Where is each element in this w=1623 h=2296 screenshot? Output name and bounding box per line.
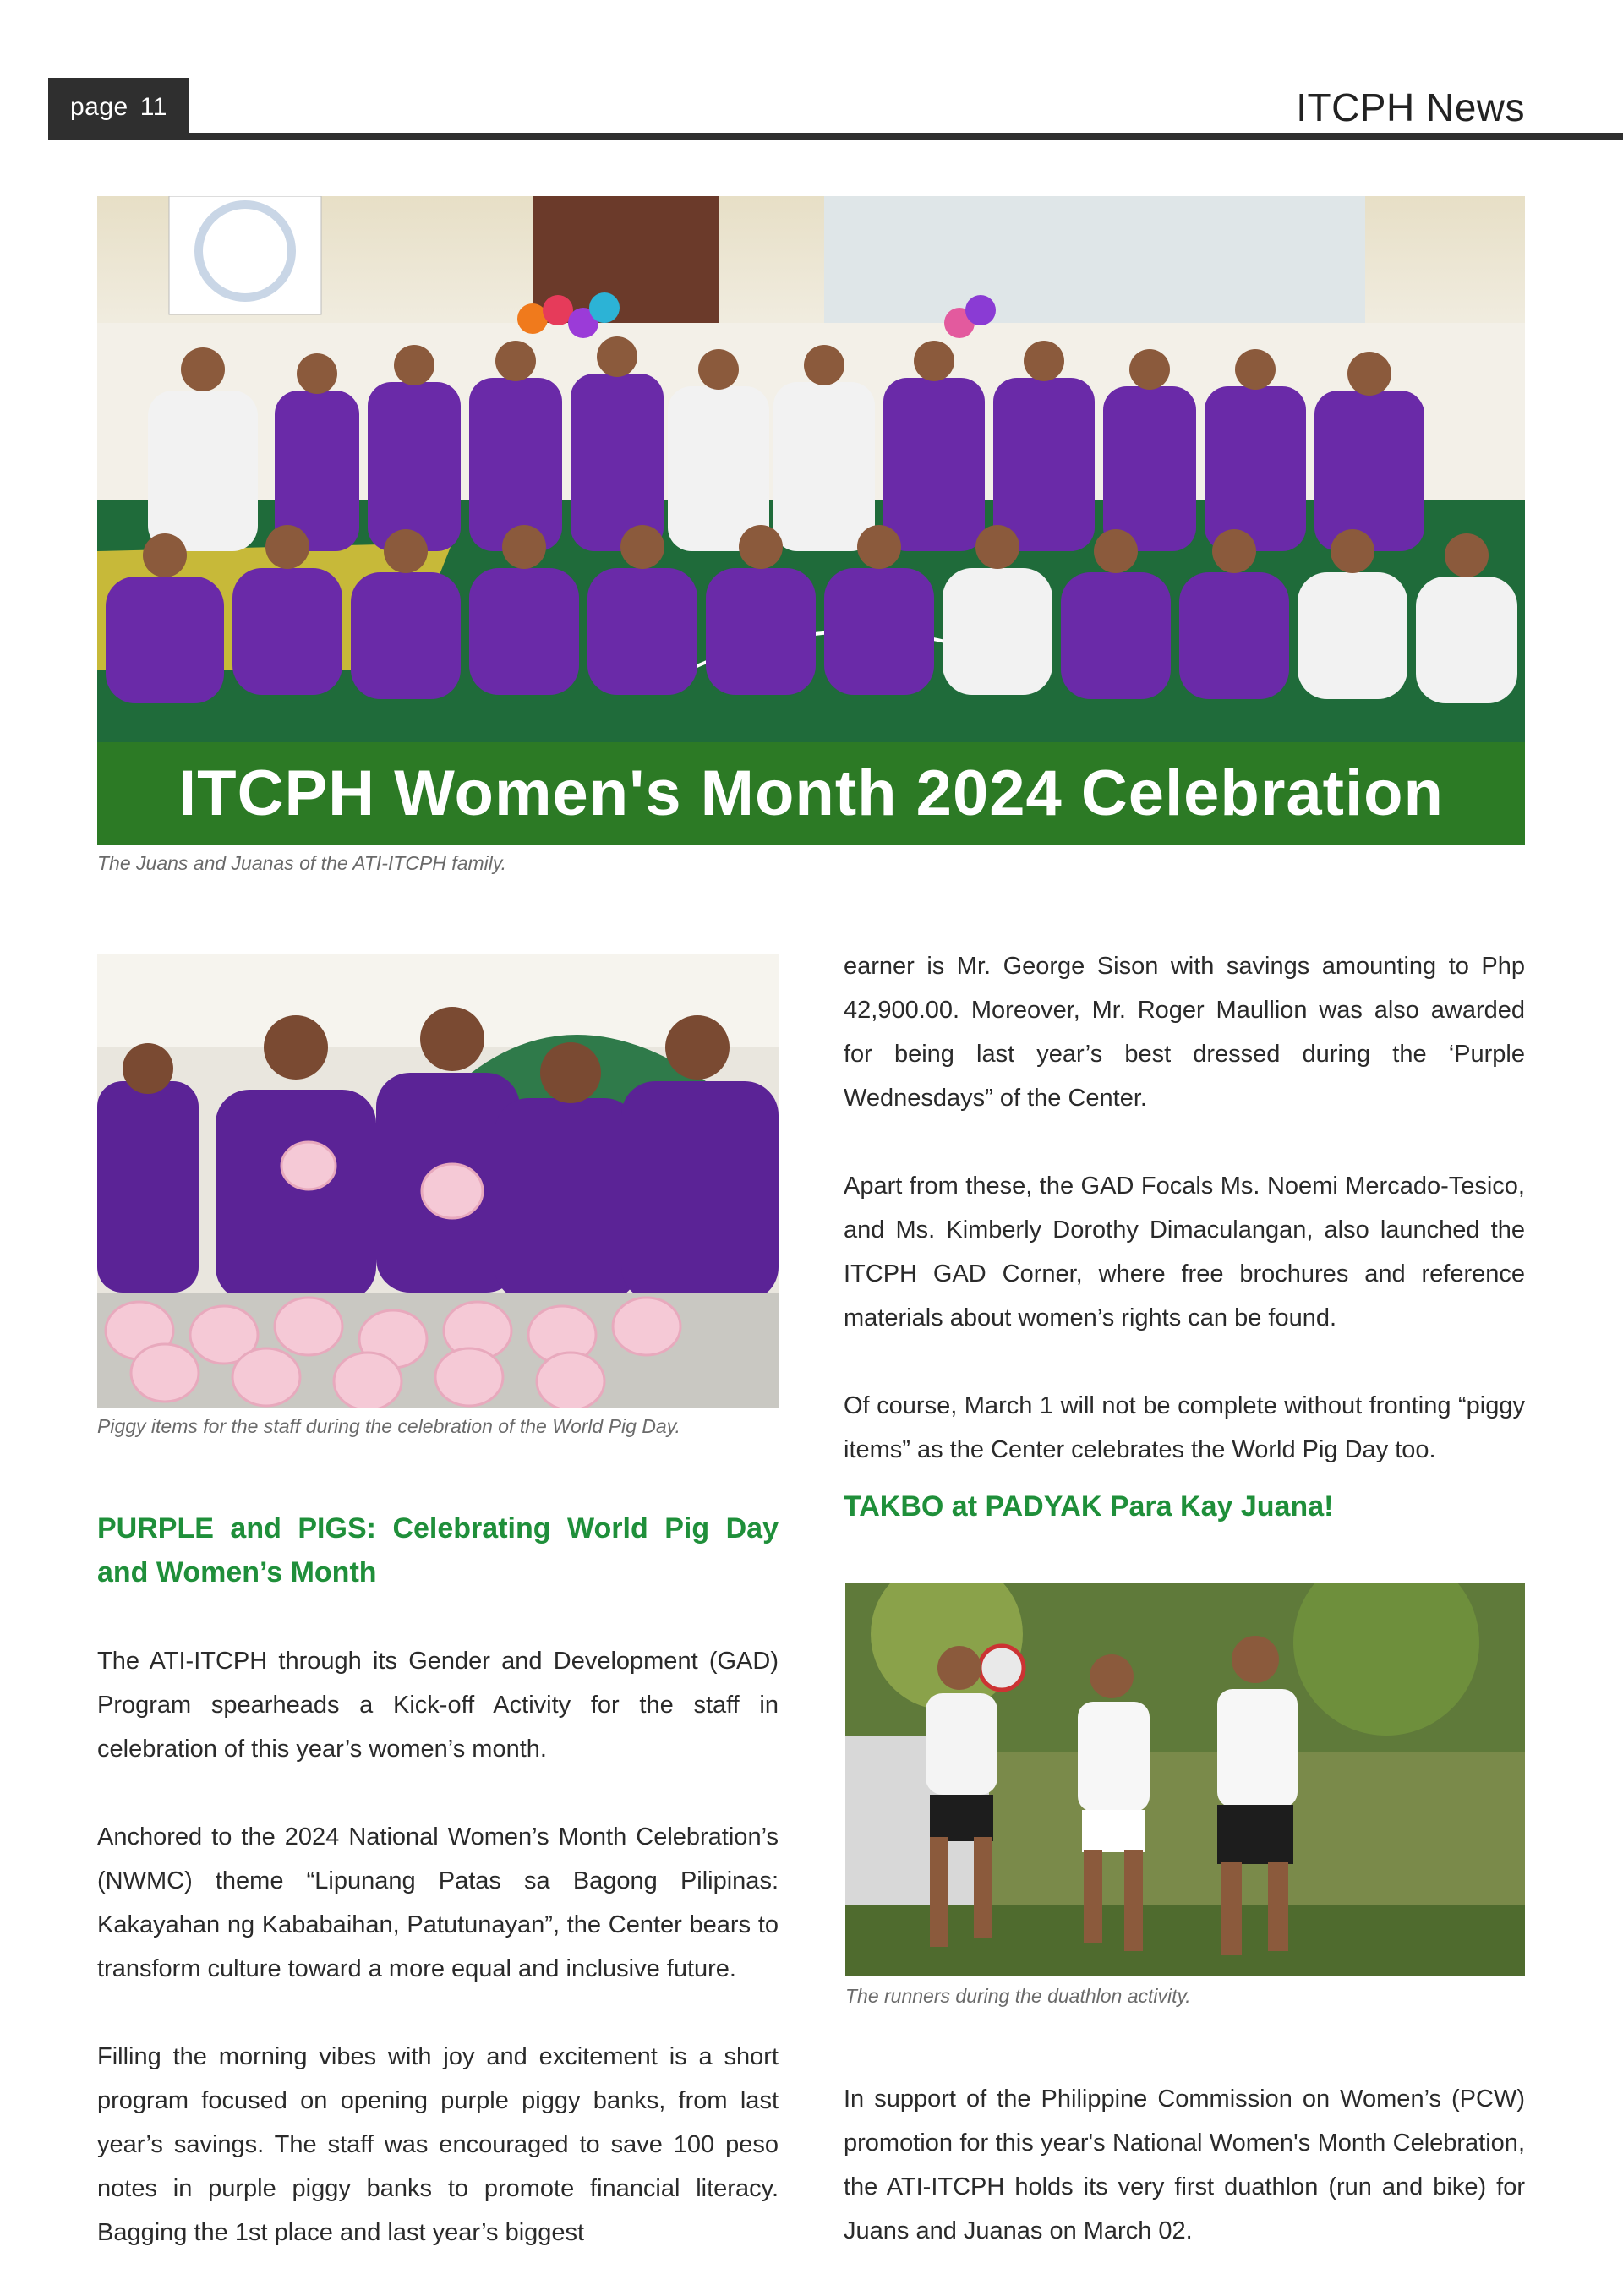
page-label: page xyxy=(70,93,128,121)
publication-name: ITCPH News xyxy=(1296,85,1525,129)
paragraph: Anchored to the 2024 National Women’s Month Celebration’s (NWMC) theme “Lipunang Patas sa Bagong Pilipinas: Kakayahan ng Kababaihan, Patutunayan”, the Center bears to transform culture toward a more equal and inclusive future. xyxy=(97,1823,779,1982)
header-rule xyxy=(48,133,1623,140)
paragraph: Filling the morning vibes with joy and excitement is a short program focused on opening purple piggy banks, from last year’s savings. The staff was encouraged to save 100 peso notes in purple piggy banks to promote financial literacy. Bagging the 1st place and last year’s biggest xyxy=(97,2043,779,2246)
paragraph: earner is Mr. George Sison with savings amounting to Php 42,900.00. Moreover, Mr. Roger Maullion was also awarded for being last year’s best dressed during the ‘Purple Wednesdays” of the Center. xyxy=(844,953,1525,1112)
paragraph: Apart from these, the GAD Focals Ms. Noemi Mercado-Tesico, and Ms. Kimberly Dorothy Dimaculangan, also launched the ITCPH GAD Corner, where free brochures and reference materials about women’s rights can be found. xyxy=(844,1173,1525,1331)
page-number: 11 xyxy=(139,93,167,121)
article-body-left xyxy=(97,1639,779,2255)
page-number-tab xyxy=(48,78,189,137)
article-heading-takbo: TAKBO at PADYAK Para Kay Juana! xyxy=(844,1490,1334,1522)
runners-photo xyxy=(845,1583,1525,1976)
hero-title: ITCPH Women's Month 2024 Celebration xyxy=(97,742,1525,845)
piggy-items-photo xyxy=(97,954,779,1408)
article-body-right-continued xyxy=(844,944,1525,1472)
article-heading-purple-pigs: PURPLE and PIGS: Celebrating World Pig Day and Women’s Month xyxy=(97,1512,779,1588)
runners-photo-caption: The runners during the duathlon activity. xyxy=(845,1985,1191,2007)
hero-caption: The Juans and Juanas of the ATI-ITCPH family. xyxy=(97,852,507,874)
article-body-takbo xyxy=(844,2077,1525,2253)
paragraph: Of course, March 1 will not be complete without fronting “piggy items” as the Center celebrates the World Pig Day too. xyxy=(844,1392,1525,1463)
paragraph: The ATI-ITCPH through its Gender and Development (GAD) Program spearheads a Kick-off Activity for the staff in celebration of this year’s women’s month. xyxy=(97,1648,779,1763)
paragraph: In support of the Philippine Commission on Women’s (PCW) promotion for this year's National Women's Month Celebration, the ATI-ITCPH holds its very first duathlon (run and bike) for Juans and Juanas on March 02. xyxy=(844,2086,1525,2244)
piggy-photo-caption: Piggy items for the staff during the celebration of the World Pig Day. xyxy=(97,1415,680,1437)
